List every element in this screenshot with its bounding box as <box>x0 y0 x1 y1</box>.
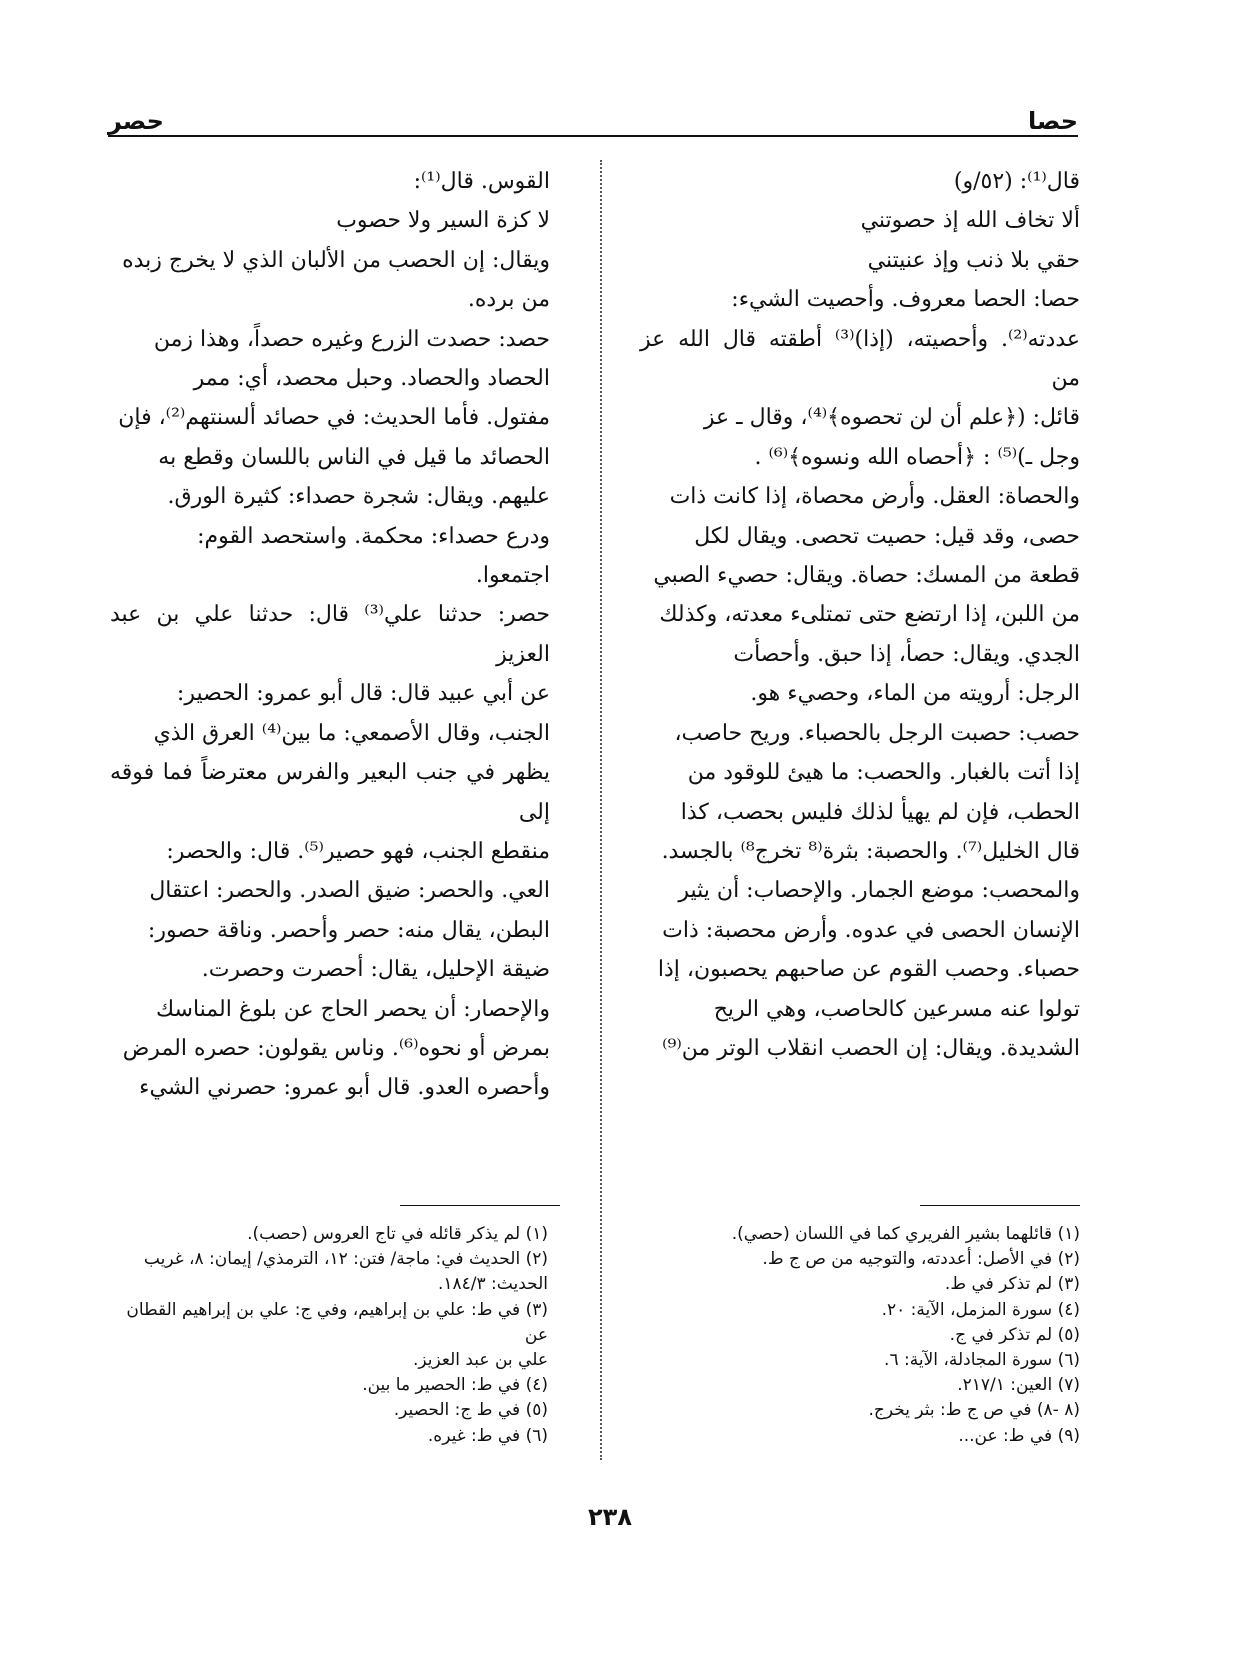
footnotes-left: (١) لم يذكر قائله في تاج العروس (حصب). (٢) الحديث في: ماجة/ فتن: ١٢، الترمذي/ إيمان: ٨، غريب الحديث: ١٨٤/٣. (٣) في ط: علي بن إبراهيم، وفي ج: علي بن إبراهيم القطان عن علي بن عبد العزيز. (٤) في ط: الحصير ما بين. (٥) في ط ج: الحصير. (٦) في ط: غيره. <box>126 1224 548 1446</box>
running-headword-left: حصر <box>108 107 164 135</box>
column-divider <box>600 160 602 1460</box>
right-column-text: قال⁽¹⁾: (٥٢/و) ألا تخاف الله إذ حصوتني حقي بلا ذنب وإذ عنيتني حصا: الحصا معروف. وأحصيت الشيء: عددته⁽²⁾. وأحصيته، (إذا)⁽³⁾ أطقته قال الله عز من قائل: (﴿علم أن لن تحصوه﴾⁽⁴⁾، وقال ـ عز وجل ـ)⁽⁵⁾ : ﴿أحصاه الله ونسوه﴾⁽⁶⁾ . والحصاة: العقل. وأرض محصاة، إذا كانت ذات حصى، وقد قيل: حصيت تحصى. ويقال لكل قطعة من المسك: حصاة. ويقال: حصيء الصبي من اللبن، إذا ارتضع حتى تمتلىء معدته، وكذلك الجدي. ويقال: حصأ، إذا حبق. وأحصأت الرجل: أرويته من الماء، وحصيء هو. حصب: حصبت الرجل بالحصباء. وريح حاصب، إذا أتت بالغبار. والحصب: ما هيئ للوقود من الحطب، فإن لم يهيأ لذلك فليس بحصب، كذا قال الخليل⁽⁷⁾. والحصبة: بثرة⁽⁸ تخرج⁸⁾ بالجسد. والمحصب: موضع الجمار. والإحصاب: أن يثير الإنسان الحصى في عدوه. وأرض محصبة: ذات حصباء. وحصب القوم عن صاحبهم يحصبون، إذا تولوا عنه مسرعين كالحاصب، وهي الريح الشديدة. ويقال: إن الحصب انقلاب الوتر من⁽⁹⁾ <box>640 169 1080 1061</box>
page-number: ٢٣٨ <box>588 1503 632 1531</box>
footnotes-right: (١) قائلهما بشير الفريري كما في اللسان (حصي). (٢) في الأصل: أعددته، والتوجيه من ص ج ط. (٣) لم تذكر في ط. (٤) سورة المزمل، الآية: ٢٠. (٥) لم تذكر في ج. (٦) سورة المجادلة، الآية: ٦. (٧) العين: ٢١٧/١. (٨ -٨) في ص ج ط: بثر يخرج. (٩) في ط: عن... <box>731 1224 1080 1446</box>
running-header <box>108 105 1078 137</box>
footnote-rule-right <box>920 1205 1080 1206</box>
left-column-text: القوس. قال⁽¹⁾: لا كزة السير ولا حصوب ويقال: إن الحصب من الألبان الذي لا يخرج زبده من برده. حصد: حصدت الزرع وغيره حصداً، وهذا زمن الحصاد والحصاد. وحبل محصد، أي: ممر مفتول. فأما الحديث: في حصائد ألسنتهم⁽²⁾، فإن الحصائد ما قيل في الناس باللسان وقطع به عليهم. ويقال: شجرة حصداء: كثيرة الورق. ودرع حصداء: محكمة. واستحصد القوم: اجتمعوا. حصر: حدثنا علي⁽³⁾ قال: حدثنا علي بن عبد العزيز عن أبي عبيد قال: قال أبو عمرو: الحصير: الجنب، وقال الأصمعي: ما بين⁽⁴⁾ العرق الذي يظهر في جنب البعير والفرس معترضاً فما فوقه إلى منقطع الجنب، فهو حصير⁽⁵⁾. قال: والحصر: العي. والحصر: ضيق الصدر. والحصر: اعتقال البطن، يقال منه: حصر وأحصر. وناقة حصور: ضيقة الإحليل، يقال: أحصرت وحصرت. والإحصار: أن يحصر الحاج عن بلوغ المناسك بمرض أو نحوه⁽⁶⁾. وناس يقولون: حصره المرض وأحصره العدو. قال أبو عمرو: حصرني الشيء <box>110 169 550 1101</box>
footnote-rule-left <box>400 1205 560 1206</box>
running-headword-right: حصا <box>1028 107 1078 135</box>
